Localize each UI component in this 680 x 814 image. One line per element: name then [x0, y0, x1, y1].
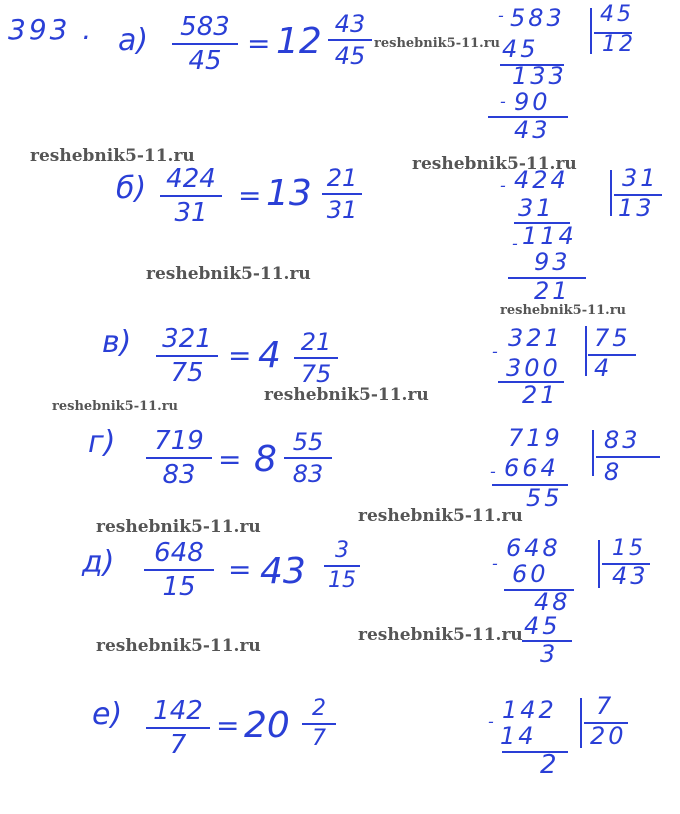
minus-sign: -: [500, 176, 506, 195]
minus-sign: -: [512, 234, 518, 253]
item-b-remainder-fraction: [322, 166, 362, 222]
watermark: reshebnik5-11.ru: [264, 385, 429, 405]
item-d-dividend: 648: [506, 534, 561, 562]
minus-sign: -: [492, 554, 498, 573]
minus-sign: -: [500, 92, 506, 111]
item-d-fraction: [144, 540, 214, 600]
item-b-label: б): [116, 171, 147, 206]
item-a-divisor: 45: [600, 2, 634, 27]
fraction-bar: [294, 357, 338, 359]
item-v-fraction: [156, 326, 218, 386]
item-g-fraction: [146, 428, 212, 488]
watermark: reshebnik5-11.ru: [358, 506, 523, 526]
item-g-dividend: 719: [508, 424, 563, 452]
item-a-equals: =: [247, 27, 271, 60]
item-a-remainder: 43: [514, 116, 551, 144]
item-b-quotient: 13: [618, 194, 655, 222]
item-g-denominator: 83: [162, 460, 196, 490]
division-bracket: [592, 430, 594, 476]
item-b-equals: =: [238, 179, 262, 212]
item-b-step-2: 114: [522, 222, 577, 250]
item-d-denominator: 15: [162, 572, 196, 602]
item-v-divisor: 75: [594, 324, 631, 352]
item-b-rem-numerator: 21: [326, 164, 358, 192]
division-bracket: [610, 170, 612, 216]
item-g-equals: =: [218, 443, 242, 476]
fraction-bar: [172, 43, 238, 45]
item-d-label: д): [82, 545, 115, 580]
item-d-remainder: 3: [540, 640, 559, 668]
item-b-rem-denominator: 31: [326, 196, 358, 224]
item-d-equals: =: [228, 553, 252, 586]
item-a-rem-numerator: 43: [334, 10, 366, 38]
item-d-rem-denominator: 15: [328, 568, 356, 593]
item-g-whole: 8: [254, 439, 277, 480]
item-v-remainder-fraction: [294, 330, 338, 386]
minus-sign: -: [492, 342, 498, 361]
item-b-dividend: 424: [514, 166, 569, 194]
item-e-fraction: [146, 698, 210, 758]
item-d-quotient: 43: [612, 562, 649, 590]
item-v-remainder: 21: [522, 381, 559, 409]
item-a-remainder-fraction: [328, 12, 372, 68]
item-d-remainder-fraction: [324, 540, 360, 592]
item-e-remainder-fraction: [302, 698, 336, 750]
item-a-label: а): [118, 23, 149, 58]
item-v-rem-numerator: 21: [300, 328, 332, 356]
item-e-dividend: 142: [502, 696, 557, 724]
item-g-step-1: 664: [504, 454, 559, 482]
watermark: reshebnik5-11.ru: [374, 36, 501, 51]
item-d-step-1: 60: [512, 560, 549, 588]
item-v-equals: =: [228, 339, 252, 372]
fraction-bar: [328, 39, 372, 41]
minus-sign: -: [498, 6, 504, 25]
item-d-whole: 43: [260, 551, 306, 592]
watermark: reshebnik5-11.ru: [358, 625, 523, 645]
division-bracket: [585, 326, 587, 376]
item-v-whole: 4: [258, 335, 281, 376]
item-a-rem-denominator: 45: [334, 42, 366, 70]
item-g-label: г): [88, 425, 116, 460]
fraction-bar: [284, 457, 332, 459]
item-b-whole: 13: [266, 173, 312, 214]
item-g-quotient: 8: [604, 458, 623, 486]
minus-sign: -: [488, 712, 494, 731]
fraction-bar: [302, 723, 336, 725]
watermark: reshebnik5-11.ru: [146, 264, 311, 284]
item-a-dividend: 583: [510, 4, 565, 32]
item-v-quotient: 4: [594, 354, 613, 382]
item-d-numerator: 648: [154, 538, 204, 568]
item-a-denominator: 45: [188, 46, 222, 76]
fraction-bar: [322, 193, 362, 195]
item-v-step-1: 300: [506, 354, 561, 382]
item-g-divisor: 83: [604, 426, 641, 454]
item-b-fraction: [160, 166, 222, 226]
item-a-numerator: 583: [180, 12, 230, 42]
item-b-divisor: 31: [622, 164, 659, 192]
item-a-whole: 12: [276, 21, 322, 62]
item-b-denominator: 31: [174, 198, 208, 228]
watermark: reshebnik5-11.ru: [96, 636, 261, 656]
item-e-divisor: 7: [596, 692, 615, 720]
item-e-rem-numerator: 2: [312, 696, 326, 721]
item-e-step-1: 14: [500, 722, 537, 750]
fraction-bar: [144, 569, 214, 571]
item-a-step-2: 133: [512, 62, 567, 90]
item-d-divisor: 15: [612, 536, 646, 561]
item-v-rem-denominator: 75: [300, 360, 332, 388]
item-a-step-3: 90: [514, 88, 551, 116]
item-v-label: в): [102, 325, 132, 360]
watermark: reshebnik5-11.ru: [500, 303, 627, 318]
item-e-quotient: 20: [590, 722, 627, 750]
item-a-quotient: 12: [602, 32, 636, 57]
division-bracket: [598, 540, 600, 588]
item-e-label: е): [92, 697, 123, 732]
division-bracket: [590, 8, 592, 54]
item-d-step-2: 48: [534, 588, 571, 616]
item-e-rem-denominator: 7: [312, 726, 326, 751]
item-g-remainder: 55: [526, 484, 563, 512]
item-e-remainder: 2: [540, 750, 560, 780]
item-g-rem-denominator: 83: [292, 460, 324, 488]
item-b-step-1: 31: [518, 194, 555, 222]
minus-sign: -: [490, 462, 496, 481]
item-e-whole: 20: [244, 705, 290, 746]
fraction-bar: [156, 355, 218, 357]
item-g-rem-numerator: 55: [292, 428, 324, 456]
item-g-numerator: 719: [154, 426, 204, 456]
fraction-bar: [146, 457, 212, 459]
item-b-step-3: 93: [534, 248, 571, 276]
watermark: reshebnik5-11.ru: [30, 146, 195, 166]
item-d-rem-numerator: 3: [335, 538, 349, 563]
item-v-dividend: 321: [508, 324, 563, 352]
division-bracket: [580, 698, 582, 748]
item-g-remainder-fraction: [284, 430, 332, 486]
item-e-equals: =: [216, 709, 240, 742]
watermark: reshebnik5-11.ru: [412, 154, 577, 174]
fraction-bar: [160, 195, 222, 197]
watermark: reshebnik5-11.ru: [96, 517, 261, 537]
item-d-step-3: 45: [524, 612, 561, 640]
watermark: reshebnik5-11.ru: [52, 399, 179, 414]
item-b-numerator: 424: [166, 164, 216, 194]
problem-number: 393 .: [8, 13, 95, 46]
item-a-fraction: [172, 14, 238, 74]
fraction-bar: [146, 727, 210, 729]
item-b-remainder: 21: [534, 277, 571, 305]
item-v-numerator: 321: [162, 324, 212, 354]
item-v-denominator: 75: [170, 358, 204, 388]
fraction-bar: [324, 565, 360, 567]
item-e-denominator: 7: [169, 730, 187, 760]
item-e-numerator: 142: [153, 696, 203, 726]
item-a-step-1: 45: [502, 35, 539, 63]
